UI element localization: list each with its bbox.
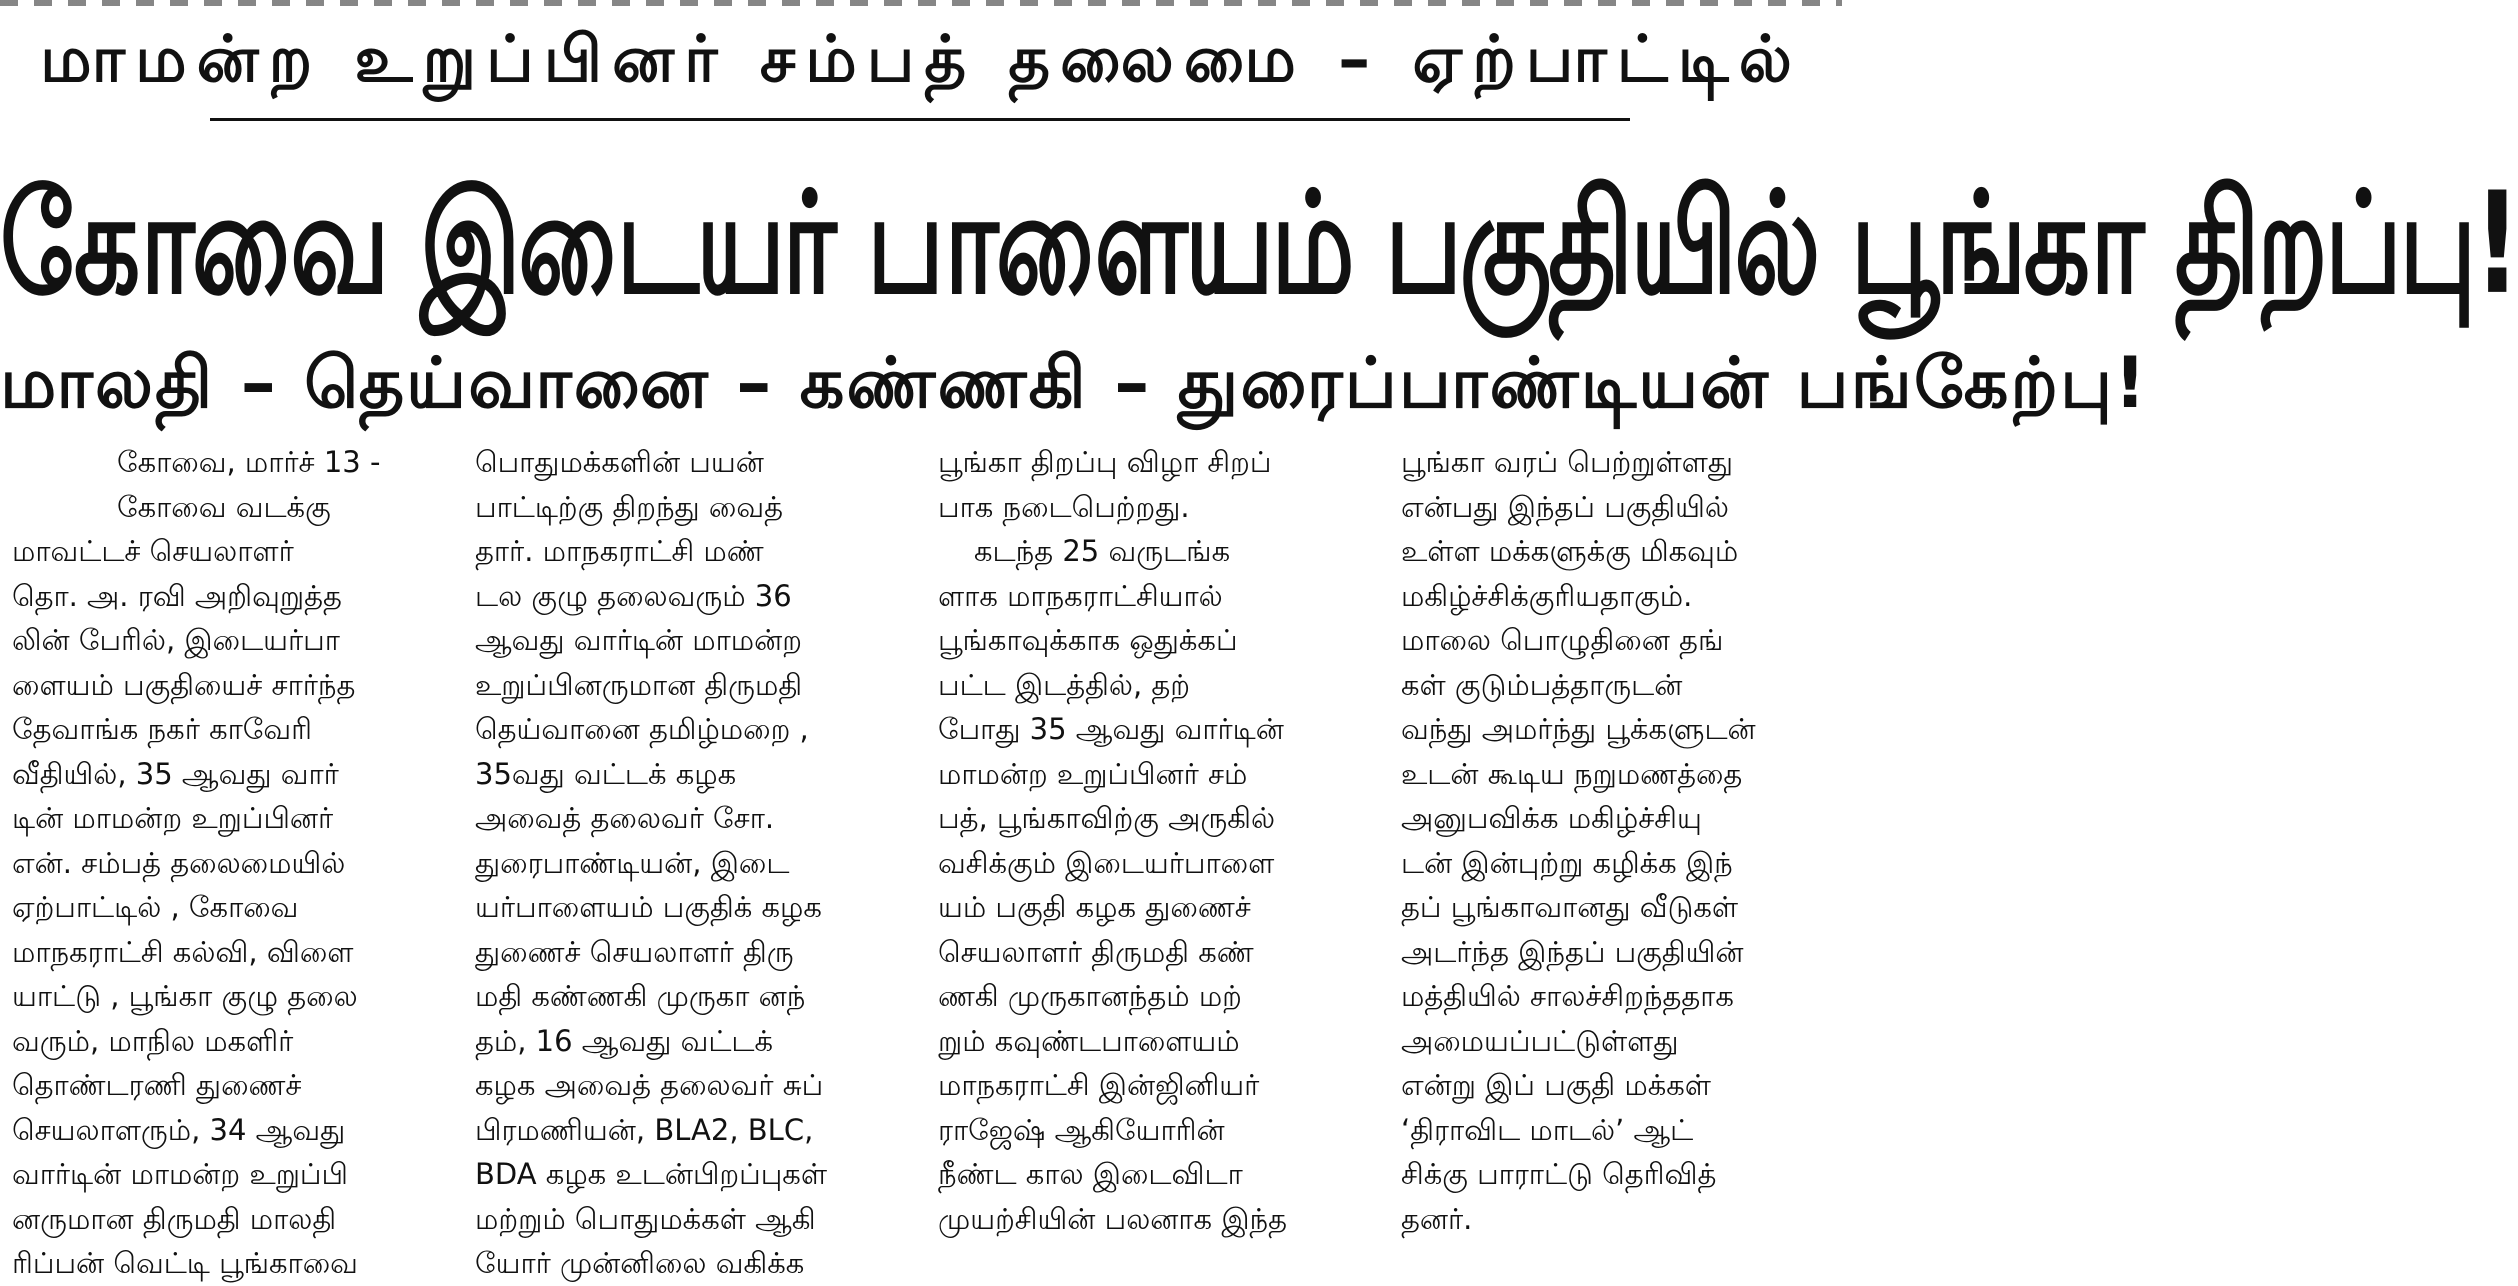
- article-line: வீதியில், 35 ஆவது வார்: [12, 756, 339, 791]
- article-line: தப் பூங்காவானது வீடுகள்: [1401, 890, 1739, 924]
- article-line: தொண்டரணி துணைச்: [12, 1068, 302, 1102]
- article-line: பூங்கா வரப் பெற்றுள்ளது: [1401, 445, 1733, 479]
- article-line: உறுப்பினருமான திருமதி: [475, 667, 803, 702]
- article-line: பிரமணியன், BLA2, BLC,: [475, 1112, 814, 1147]
- article-line: ஏற்பாட்டில் , கோவை: [12, 890, 299, 924]
- article-line: ளாக மாநகராட்சியால்: [938, 578, 1223, 613]
- article-line: ஆவது வார்டின் மாமன்ற: [475, 623, 802, 657]
- main-headline: கோவை இடையர் பாளையம் பகுதியில் பூங்கா திறப்பு!: [0, 160, 2518, 326]
- article-line: முயற்சியின் பலனாக இந்த: [938, 1201, 1288, 1236]
- article-line: மாவட்டச் செயலாளர்: [12, 534, 294, 568]
- article-line: தெய்வானை தமிழ்மறை ,: [475, 712, 809, 746]
- article-line: கோவை வடக்கு: [117, 489, 331, 524]
- article-line: றும் கவுண்டபாளையம்: [938, 1023, 1240, 1058]
- article-line: பத், பூங்காவிற்கு அருகில்: [938, 801, 1276, 835]
- article-line: னருமான திருமதி மாலதி: [12, 1201, 337, 1236]
- article-column-4: [1401, 440, 1832, 1240]
- article-line: மத்தியில் சாலச்சிறந்ததாக: [1401, 979, 1734, 1013]
- article-body: [12, 440, 1832, 1280]
- article-line: உடன் கூடிய நறுமணத்தை: [1401, 756, 1743, 791]
- article-line: கள் குடும்பத்தாருடன்: [1401, 667, 1683, 702]
- article-line: மாமன்ற உறுப்பினர் சம்: [938, 756, 1248, 791]
- article-line: மதி கண்ணகி முருகா னந்: [475, 979, 806, 1013]
- article-line: அவைத் தலைவர் சோ.: [475, 801, 775, 835]
- article-line: ளையம் பகுதியைச் சார்ந்த: [12, 667, 356, 702]
- article-line: பாட்டிற்கு திறந்து வைத்: [475, 489, 784, 524]
- article-line: யோர் முன்னிலை வகிக்க: [475, 1246, 805, 1280]
- article-line: கோவை, மார்ச் 13 -: [117, 445, 381, 479]
- article-line: செயலாளரும், 34 ஆவது: [12, 1112, 346, 1147]
- article-line: வரும், மாநில மகளிர்: [12, 1023, 294, 1058]
- article-line: பூங்கா திறப்பு விழா சிறப்: [938, 445, 1272, 479]
- article-line: லின் பேரில், இடையர்பா: [12, 623, 340, 657]
- article-line: மாநகராட்சி இன்ஜினியர்: [938, 1068, 1260, 1102]
- article-line: தொ. அ. ரவி அறிவுறுத்த: [12, 578, 342, 613]
- article-line: வார்டின் மாமன்ற உறுப்பி: [12, 1157, 348, 1191]
- article-line: நீண்ட கால இடைவிடா: [938, 1157, 1243, 1191]
- article-line: உள்ள மக்களுக்கு மிகவும்: [1401, 534, 1739, 568]
- article-column-1: [12, 440, 443, 1280]
- article-line: BDA கழக உடன்பிறப்புகள்: [475, 1157, 828, 1191]
- article-column-3: [938, 440, 1369, 1240]
- article-line: போது 35 ஆவது வார்டின்: [938, 712, 1284, 746]
- article-line: ‘திராவிட மாடல்’ ஆட்: [1401, 1112, 1694, 1147]
- article-line: தேவாங்க நகர் காவேரி: [12, 712, 312, 746]
- article-line: பட்ட இடத்தில், தற்: [938, 667, 1191, 702]
- article-line: பொதுமக்களின் பயன்: [475, 445, 764, 479]
- article-line: யாட்டு , பூங்கா குழு தலை: [12, 979, 358, 1013]
- article-line: கழக அவைத் தலைவர் சுப்: [475, 1068, 824, 1102]
- article-line: தனர்.: [1401, 1201, 1473, 1236]
- article-line: தம், 16 ஆவது வட்டக்: [475, 1023, 774, 1058]
- article-line: பூங்காவுக்காக ஒதுக்கப்: [938, 623, 1238, 657]
- article-line: அமையப்பட்டுள்ளது: [1401, 1023, 1679, 1058]
- article-line: டன் இன்புற்று கழிக்க இந்: [1401, 845, 1733, 880]
- article-line: தார். மாநகராட்சி மண்: [475, 534, 764, 568]
- article-line: ராஜேஷ் ஆகியோரின்: [938, 1112, 1225, 1147]
- article-line: அனுபவிக்க மகிழ்ச்சியு: [1401, 801, 1702, 835]
- article-line: வந்து அமர்ந்து பூக்களுடன்: [1401, 712, 1756, 746]
- article-line: மற்றும் பொதுமக்கள் ஆகி: [475, 1201, 816, 1236]
- article-line: மாநகராட்சி கல்வி, விளை: [12, 934, 354, 969]
- top-edge-strip: [0, 0, 1842, 6]
- kicker-rule: [210, 118, 1630, 121]
- article-line: துரைபாண்டியன், இடை: [475, 845, 790, 880]
- article-line: யர்பாளையம் பகுதிக் கழக: [475, 890, 822, 924]
- article-line: ரிப்பன் வெட்டி பூங்காவை: [12, 1246, 358, 1280]
- article-line: யம் பகுதி கழக துணைச்: [938, 890, 1251, 924]
- article-line: என்பது இந்தப் பகுதியில்: [1401, 489, 1729, 524]
- article-line: அடர்ந்த இந்தப் பகுதியின்: [1401, 934, 1744, 969]
- article-line: சிக்கு பாராட்டு தெரிவித்: [1401, 1157, 1717, 1191]
- article-line: மகிழ்ச்சிக்குரியதாகும்.: [1401, 578, 1693, 613]
- article-line: செயலாளர் திருமதி கண்: [938, 934, 1254, 969]
- subheadline: மாலதி – தெய்வானை – கண்ணகி – துரைப்பாண்டியன் பங்கேற்பு!: [0, 342, 2149, 424]
- article-line: கடந்த 25 வருடங்க: [974, 534, 1231, 568]
- article-line: என். சம்பத் தலைமையில்: [12, 845, 346, 880]
- article-column-2: [475, 440, 906, 1280]
- article-line: வசிக்கும் இடையர்பாளை: [938, 845, 1275, 880]
- article-line: ணகி முருகானந்தம் மற்: [938, 979, 1242, 1013]
- article-line: டல குழு தலைவரும் 36: [475, 578, 792, 613]
- article-line: மாலை பொழுதினை தங்: [1401, 623, 1724, 657]
- article-line: டின் மாமன்ற உறுப்பினர்: [12, 801, 334, 835]
- article-line: பாக நடைபெற்றது.: [938, 489, 1190, 524]
- kicker-headline: மாமன்ற உறுப்பினர் சம்பத் தலைமை – ஏற்பாட்டில்: [40, 23, 1802, 97]
- article-line: என்று இப் பகுதி மக்கள்: [1401, 1068, 1711, 1102]
- article-line: துணைச் செயலாளர் திரு: [475, 934, 794, 969]
- article-line: 35வது வட்டக் கழக: [475, 756, 737, 791]
